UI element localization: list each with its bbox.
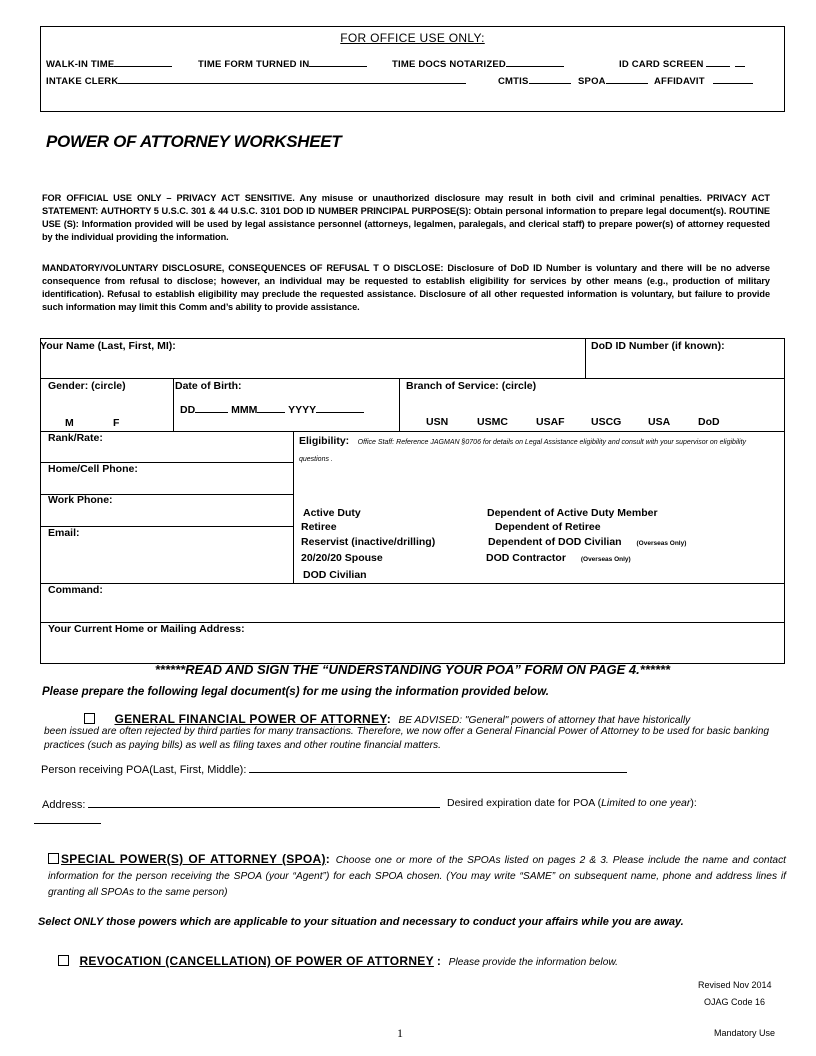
revocation-colon: :: [436, 954, 442, 968]
elig-dependent-retiree[interactable]: Dependent of Retiree: [495, 521, 601, 533]
elig-dependent-dod-civilian[interactable]: [488, 536, 686, 548]
time-form-label: TIME FORM TURNED IN: [198, 59, 310, 70]
spoa-office-field[interactable]: [578, 74, 648, 87]
branch-option-usn[interactable]: USN: [426, 416, 449, 428]
branch-option-uscg[interactable]: USCG: [591, 416, 622, 428]
gender-label: Gender: (circle): [48, 380, 126, 392]
elig-active-duty[interactable]: Active Duty: [303, 507, 361, 519]
elig-dod-civilian[interactable]: DOD Civilian: [303, 569, 367, 581]
spoa-colon: :: [325, 852, 331, 866]
gender-option-f[interactable]: F: [113, 417, 120, 429]
id-card-label: ID CARD SCREEN: [619, 59, 704, 70]
privacy-act-statement: FOR OFFICIAL USE ONLY – PRIVACY ACT SENSITIVE. Any misuse or unauthorized disclosure may result in both civil and criminal penalties. PRIVACY ACT STATEMENT: AUTHORTY 5 U.S.C. 301 & 44 U.S.C. 3101 DOD ID NUMBER PRINCIPAL PURPOSE(S): Obtain personal information to prepare legal document(s). ROUTINE USE (S): Information provided will be used by legal assistance personnel (attorneys, legalmen, paralegals, and clerical staff) to prepare power(s) of attorney requested by the individual providing the information.: [42, 193, 770, 242]
expiration-limit-text: Limited to one year: [601, 797, 691, 809]
office-use-title: FOR OFFICE USE ONLY:: [340, 31, 485, 45]
office-use-box: [40, 26, 785, 112]
gfpoa-person-field[interactable]: [41, 762, 627, 776]
time-docs-notarized-field[interactable]: [392, 57, 564, 70]
spoa-office-label: SPOA: [578, 76, 606, 87]
elig-spouse-202020[interactable]: 20/20/20 Spouse: [301, 552, 383, 564]
branch-option-usmc[interactable]: USMC: [477, 416, 508, 428]
gfpoa-colon: :: [386, 712, 392, 726]
revocation-title: REVOCATION (CANCELLATION) OF POWER OF ATTORNEY: [79, 954, 434, 968]
branch-option-dod[interactable]: DoD: [698, 416, 720, 428]
page-title: POWER OF ATTORNEY WORKSHEET: [46, 132, 342, 151]
email-field[interactable]: Email:: [48, 527, 80, 539]
affidavit-field[interactable]: [654, 74, 753, 87]
elig-dod-contractor-label: DOD Contractor: [486, 552, 566, 564]
gfpoa-lead: BE ADVISED: "General" powers of attorney that have historically: [398, 715, 691, 726]
eligibility-note: Office Staff: Reference JAGMAN §0706 for details on Legal Assistance eligibility and consult with your supervisor on eligibility questions .: [299, 439, 747, 463]
dod-id-field[interactable]: DoD ID Number (if known):: [591, 340, 725, 352]
your-name-field[interactable]: Your Name (Last, First, MI):: [40, 340, 176, 352]
branch-of-service-label: Branch of Service: (circle): [406, 380, 537, 392]
gfpoa-person-label: Person receiving POA(Last, First, Middle):: [41, 764, 247, 776]
eligibility-header: [299, 433, 759, 467]
date-of-birth-label: Date of Birth:: [175, 380, 242, 392]
overseas-only-note-1: (Overseas Only): [636, 540, 687, 547]
work-phone-field[interactable]: Work Phone:: [48, 494, 113, 506]
expiration-end-text: ):: [690, 797, 697, 809]
spoa-body: Choose one or more of the SPOAs listed on pages 2 & 3. Please include the name and contact information for the person receiving the SPOA (your “Agent”) for each SPOA chosen. (You may write “SAME” on subsequent name, phone and address lines if granting all SPOAs to the same person): [48, 855, 786, 898]
spoa-title: SPECIAL POWER(S) OF ATTORNEY (SPOA): [61, 852, 326, 866]
elig-dependent-dod-civilian-label: Dependent of DOD Civilian: [488, 536, 622, 548]
dd-label: DD: [180, 404, 196, 416]
spoa-section: [48, 852, 786, 900]
page-number: 1: [397, 1026, 403, 1040]
disclosure-statement: MANDATORY/VOLUNTARY DISCLOSURE, CONSEQUENCES OF REFUSAL T O DISCLOSE: Disclosure of DoD ID Number is voluntary and there will be no adverse consequence from refusal to disclose; however, an individual may be requested to establish eligibility for services by other means (e.g., production of military identification). Refusal to establish eligibility may preclude the requested assistance. Disclosure of all other requested information is voluntary, but failure to provide such information may limit this Comm and’s ability to provide assistance.: [42, 263, 770, 312]
time-docs-label: TIME DOCS NOTARIZED: [392, 59, 506, 70]
date-of-birth-field[interactable]: [180, 403, 364, 416]
id-card-screen-field[interactable]: [619, 57, 745, 70]
command-field[interactable]: Command:: [48, 584, 103, 596]
revocation-checkbox[interactable]: [58, 955, 69, 966]
walk-in-time-label: WALK-IN TIME: [46, 59, 115, 70]
intake-clerk-field[interactable]: [46, 74, 466, 87]
branch-option-usa[interactable]: USA: [648, 416, 671, 428]
elig-dod-contractor[interactable]: [486, 552, 631, 564]
gfpoa-body: been issued are often rejected by third parties for many transactions. Therefore, we now offer a General Financial Power of Attorney to be used for basic banking practices (such as paying bills) as well as filing taxes and other routine financial matters.: [44, 726, 770, 751]
walk-in-time-field[interactable]: [46, 57, 172, 70]
mandatory-use: Mandatory Use: [714, 1028, 776, 1038]
eligibility-label: Eligibility:: [299, 435, 350, 447]
personal-info-form: [40, 338, 785, 664]
cmtis-label: CMTIS: [498, 76, 529, 87]
overseas-only-note-2: (Overseas Only): [580, 556, 631, 563]
gfpoa-address-field[interactable]: [42, 797, 440, 811]
home-cell-phone-field[interactable]: Home/Cell Phone:: [48, 463, 138, 475]
intake-clerk-label: INTAKE CLERK: [46, 76, 119, 87]
spoa-checkbox[interactable]: [48, 853, 59, 864]
yyyy-label: YYYY: [288, 404, 317, 416]
elig-reservist[interactable]: Reservist (inactive/drilling): [301, 536, 436, 548]
branch-option-usaf[interactable]: USAF: [536, 416, 565, 428]
time-form-turned-in-field[interactable]: [198, 57, 367, 70]
revocation-body: Please provide the information below.: [448, 957, 618, 968]
gfpoa-title: GENERAL FINANCIAL POWER OF ATTORNEY: [114, 712, 387, 726]
elig-dependent-active-duty[interactable]: Dependent of Active Duty Member: [487, 507, 658, 519]
affidavit-label: AFFIDAVIT: [654, 76, 705, 87]
cmtis-field[interactable]: [498, 74, 571, 87]
gfpoa-address-label: Address:: [42, 799, 86, 811]
select-only-instruction: Select ONLY those powers which are applicable to your situation and necessary to conduct your affairs while you are away.: [38, 916, 684, 928]
gender-option-m[interactable]: M: [65, 417, 74, 429]
expiration-text: Desired expiration date for POA (: [447, 797, 602, 809]
read-and-sign-notice: ******READ AND SIGN THE “UNDERSTANDING YOUR POA” FORM ON PAGE 4.******: [154, 662, 671, 677]
mmm-label: MMM: [231, 404, 258, 416]
revised-date: Revised Nov 2014: [698, 980, 772, 990]
revocation-header: [58, 952, 618, 970]
elig-retiree[interactable]: Retiree: [301, 521, 337, 533]
mailing-address-field[interactable]: Your Current Home or Mailing Address:: [48, 623, 245, 635]
ojag-code: OJAG Code 16: [704, 997, 766, 1007]
prepare-documents-instruction: Please prepare the following legal document(s) for me using the information provided below.: [42, 686, 549, 698]
gfpoa-checkbox[interactable]: [84, 713, 95, 724]
gfpoa-expiration-blank[interactable]: [34, 823, 101, 824]
rank-rate-field[interactable]: Rank/Rate:: [48, 432, 103, 444]
gfpoa-expiration-label: [447, 797, 697, 809]
